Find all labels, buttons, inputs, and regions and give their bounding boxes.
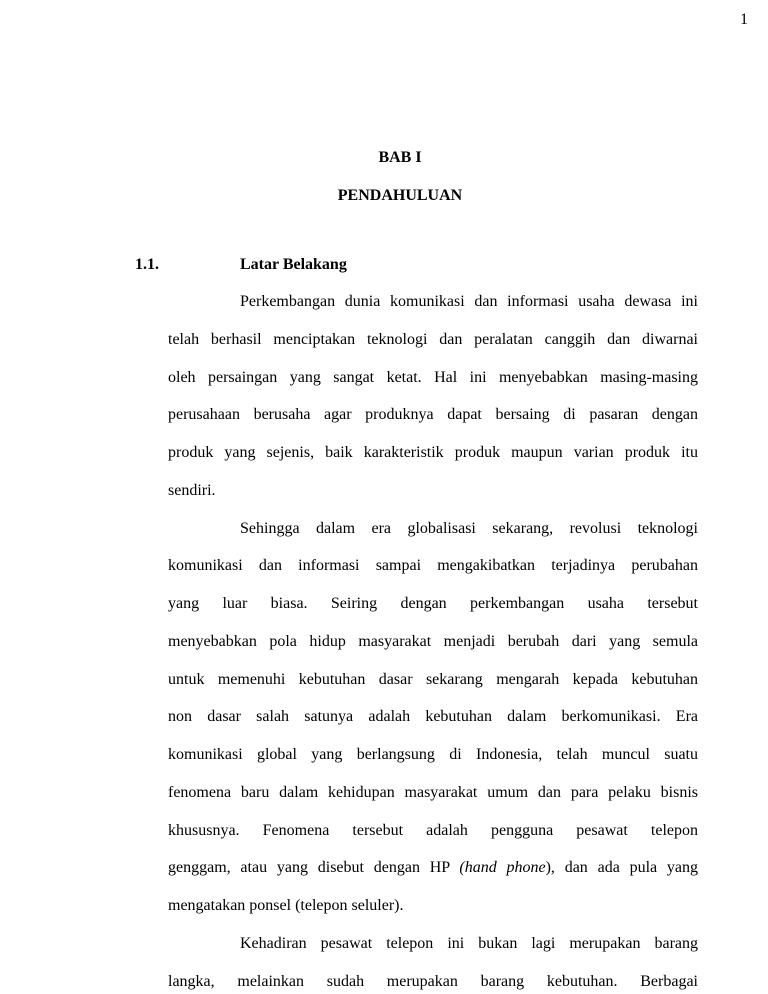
text-line [168,594,698,614]
text-line-content: khususnya. Fenomena tersebut adalah pengguna pesawat telepon [168,821,698,839]
text-line-content: mengatakan ponsel (telepon seluler). [168,897,404,914]
text-line [168,745,698,765]
text-line [168,632,698,652]
text-line-content: fenomena baru dalam kehidupan masyarakat umum dan para pelaku bisnis [168,783,698,801]
text-line-content: produk yang sejenis, baik karakteristik produk maupun varian produk itu [168,444,698,461]
text-line [168,330,698,350]
text-line [240,519,698,539]
text-line [168,783,698,803]
text-line-content: oleh persaingan yang sangat ketat. Hal ini menyebabkan masing-masing [168,368,698,386]
text-line-content: Kehadiran pesawat telepon ini bukan lagi merupakan barang [240,934,698,952]
text-line-content: perusahaan berusaha agar produknya dapat bersaing di pasaran dengan [168,406,698,424]
text-line [168,481,698,501]
text-line-content: langka, melainkan sudah merupakan barang kebutuhan. Berbagai [168,972,698,990]
text-line-content: untuk memenuhi kebutuhan dasar sekarang mengarah kepada kebutuhan [168,670,698,688]
section-number: 1.1. [135,256,159,273]
text-line [168,707,698,727]
text-line-content: genggam, atau yang disebut dengan HP [168,859,460,877]
text-line-content: yang luar biasa. Seiring dengan perkembangan usaha tersebut [168,595,698,612]
text-line [240,292,698,312]
text-line-content: Sehingga dalam era globalisasi sekarang, revolusi teknologi [240,519,698,537]
text-line [168,405,698,425]
text-line [168,368,698,388]
text-line [168,858,698,878]
text-line-content: Perkembangan dunia komunikasi dan informasi usaha dewasa ini [240,293,698,310]
text-line [168,972,698,992]
text-line-continuation: ), dan ada pula yang [545,859,698,877]
text-line [168,896,698,916]
chapter-number: BAB I [378,149,422,166]
text-line-content: sendiri. [168,481,216,499]
page-number: 1 [740,11,748,28]
text-line [168,821,698,841]
text-line-content: komunikasi global yang berlangsung di Indonesia, telah muncul suatu [168,746,698,763]
chapter-title: PENDAHULUAN [337,187,463,204]
section-title: Latar Belakang [240,256,347,273]
text-line-content: menyebabkan pola hidup masyarakat menjadi berubah dari yang semula [168,632,698,650]
italic-term: (hand phone [459,859,546,877]
text-line-content: telah berhasil menciptakan teknologi dan peralatan canggih dan diwarnai [168,330,698,348]
text-line-content: komunikasi dan informasi sampai mengakibatkan terjadinya perubahan [168,557,698,575]
text-line [240,934,698,954]
text-line [168,443,698,463]
text-line-content: non dasar salah satunya adalah kebutuhan dalam berkomunikasi. Era [168,708,698,726]
text-line [168,556,698,576]
text-line [168,670,698,690]
